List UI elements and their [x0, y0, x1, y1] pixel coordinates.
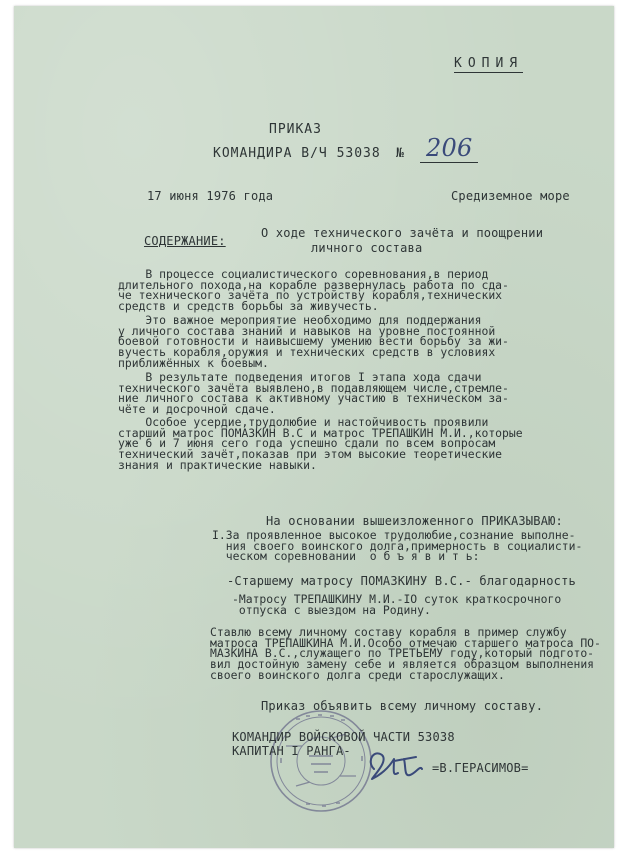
round-seal-stamp	[266, 706, 376, 816]
order-bullet-2: -Матросу ТРЕПАШКИНУ М.И.-IO суток краткосрочного отпуска с выездом на Родину.	[232, 592, 562, 617]
paragraph-4: Особое усердие,трудолюбие и настойчивость проявили старший матрос ПОМАЗКИН В.С и матрос ТРЕПАШКИН М.И.,которые уже 6 и 7 июня сего года успешно сдали по всем вопросам технический зачёт,показав при этом высокие теоретические знания и практические навыки.	[118, 415, 523, 472]
subject-line-1: О ходе технического зачёта и поощрении	[261, 226, 544, 240]
signature-position-line: КОМАНДИР ВОЙСКОВОЙ ЧАСТИ 53038	[232, 730, 455, 744]
basis-line: На основании вышеизложенного ПРИКАЗЫВАЮ:	[266, 514, 563, 528]
paragraph-1: В процессе социалистического соревнования,в период длительного похода,на корабле развернулась работа по сда- че технического зачёта по устройству корабля,технических средств и средств борьбы за живучесть.	[118, 267, 509, 314]
announce-line: Приказ объявить всему личному составу.	[261, 699, 544, 713]
commander-line: КОМАНДИРА В/Ч 53038	[213, 146, 381, 161]
paragraph-final: Ставлю всему личному составу корабля в пример службу матроса ТРЕПАШКИНА М.И.Особо отмечаю старшего матроса ПО- МАЗКИНА В.С.,служащего по ТРЕТЬЕМУ году,который подгото- вил достойную замену себе и является образцом выполнения своего воинского долга среди старослужащих.	[210, 625, 601, 682]
signature-name: =В.ГЕРАСИМОВ=	[432, 761, 529, 775]
order-date: 17 июня 1976 года	[147, 189, 274, 203]
copy-mark: КОПИЯ	[454, 56, 524, 71]
subject-line-2: личного состава	[311, 241, 423, 255]
order-number-prefix: №	[396, 146, 405, 161]
order-number-handwritten: 206	[420, 134, 478, 163]
contents-label: СОДЕРЖАНИЕ:	[144, 234, 226, 248]
paragraph-2: Это важное мероприятие необходимо для поддержания у личного состава знаний и навыков на уровне постоянной боевой готовности и наивысшему умению вести борьбу за жи- вучесть корабля,оружия и технических средств в условиях приближённых к боевым.	[118, 313, 509, 370]
paragraph-3: В результате подведения итогов I этапа хода сдачи технического зачёта выявлено,в подавляющем числе,стремле- ние личного состава к активному участию в техническом за- чёте и досрочной сдаче.	[118, 370, 509, 417]
order-place: Средиземное море	[451, 189, 570, 203]
order-bullet-1: -Старшему матросу ПОМАЗКИНУ В.С.- благодарность	[227, 574, 576, 588]
handwritten-signature	[364, 739, 434, 789]
order-item-1: I.За проявленное высокое трудолюбие,сознание выполне- ния своего воинского долга,примерность в социалисти- ческом соревновании о б ъ я в и т ь:	[212, 528, 583, 564]
order-title: ПРИКАЗ	[269, 122, 322, 137]
document-page	[14, 6, 614, 848]
signature-rank-line: КАПИТАН I РАНГА-	[232, 744, 351, 758]
